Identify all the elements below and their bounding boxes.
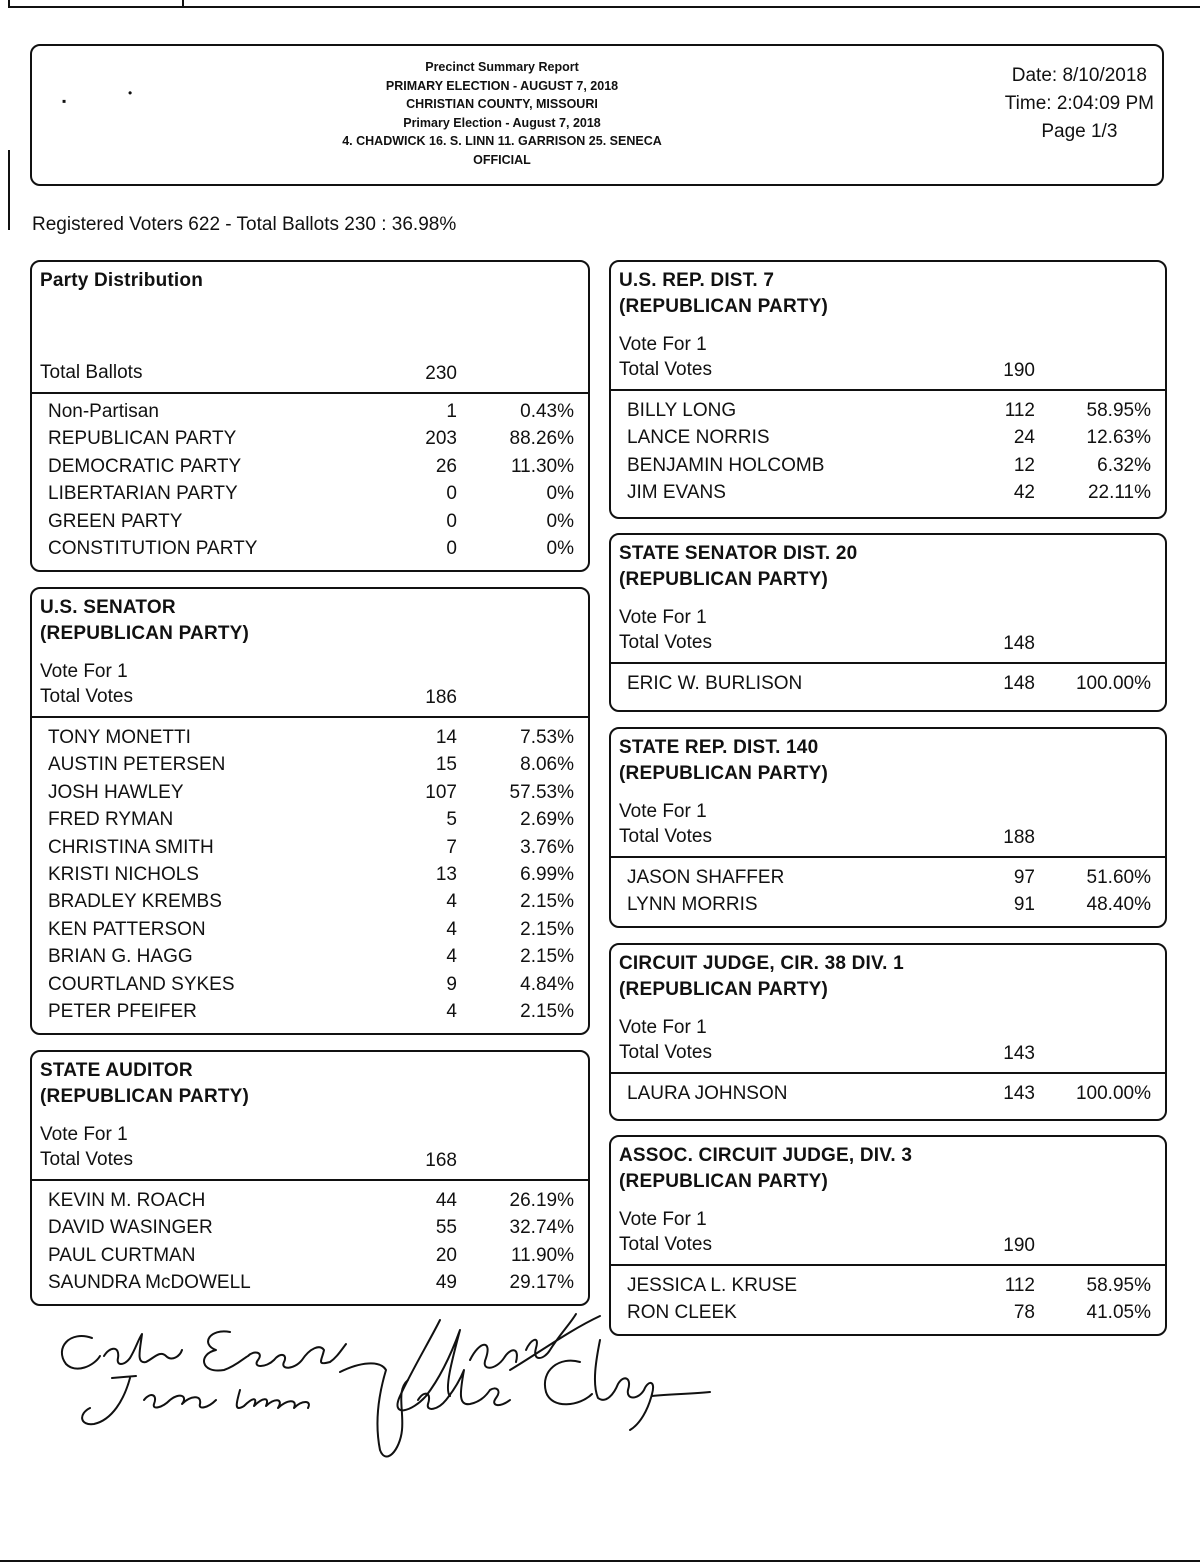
candidate-row-austin-petersen — [32, 754, 588, 781]
total-votes-value: 190 — [1003, 360, 1035, 381]
total-votes-label: Total Votes — [40, 686, 133, 707]
vote-count: 4 — [446, 891, 457, 913]
vote-for-label: Vote For 1 — [40, 1124, 128, 1145]
vote-count: 112 — [1004, 400, 1035, 421]
vote-percent: 4.84% — [520, 973, 574, 995]
candidate-name: BENJAMIN HOLCOMB — [627, 454, 825, 476]
candidate-row-benjamin-holcomb — [611, 455, 1165, 482]
total-votes-value: 148 — [1003, 633, 1035, 654]
vote-percent: 6.32% — [1097, 454, 1151, 476]
candidate-name: Non-Partisan — [48, 401, 159, 422]
candidate-row-eric-w-burlison — [611, 673, 1165, 700]
signature-stroke — [340, 1363, 408, 1456]
signature-stroke — [62, 1336, 100, 1369]
candidate-row-brian-g-hagg — [32, 946, 588, 973]
candidate-name: LAURA JOHNSON — [627, 1083, 788, 1104]
report-meta — [1005, 62, 1154, 146]
candidate-name: FRED RYMAN — [48, 809, 174, 831]
candidate-name: LIBERTARIAN PARTY — [48, 483, 238, 505]
total-votes-value: 190 — [1003, 1235, 1035, 1256]
report-title: Precinct Summary Report — [425, 60, 579, 74]
candidate-name: COURTLAND SYKES — [48, 973, 235, 995]
race-title: U.S. SENATOR — [40, 597, 176, 618]
divider — [611, 1264, 1165, 1266]
candidate-name: CONSTITUTION PARTY — [48, 538, 258, 559]
divider — [611, 389, 1165, 391]
total-ballots-value: 230 — [425, 363, 457, 384]
vote-percent: 3.76% — [520, 836, 574, 858]
total-votes-value: 143 — [1003, 1043, 1035, 1064]
vote-count: 44 — [435, 1190, 457, 1211]
vote-percent: 22.11% — [1087, 482, 1151, 504]
report-title-block — [292, 58, 712, 169]
vote-percent: 0% — [546, 538, 574, 559]
candidate-name: REPUBLICAN PARTY — [48, 428, 237, 450]
vote-count: 55 — [435, 1217, 457, 1239]
candidate-row-jim-evans — [611, 482, 1165, 509]
candidate-name: SAUNDRA McDOWELL — [48, 1272, 251, 1294]
vote-percent: 88.26% — [509, 428, 574, 450]
vote-percent: 11.30% — [510, 455, 574, 477]
candidate-name: TONY MONETTI — [48, 727, 191, 748]
divider — [611, 1072, 1165, 1074]
race-title: STATE SENATOR DIST. 20 — [619, 543, 858, 564]
race-party: (REPUBLICAN PARTY) — [619, 569, 829, 590]
vote-percent: 58.95% — [1086, 400, 1151, 421]
vote-percent: 0.43% — [520, 401, 574, 422]
total-votes-value: 186 — [425, 687, 457, 708]
race-party: (REPUBLICAN PARTY) — [40, 623, 250, 644]
divider — [32, 392, 588, 394]
signature-stroke — [104, 1334, 182, 1364]
signature-stroke — [526, 1314, 576, 1358]
candidate-row-jessica-l-kruse — [611, 1275, 1165, 1302]
candidate-row-green-party — [32, 511, 588, 538]
race-title: ASSOC. CIRCUIT JUDGE, DIV. 3 — [619, 1145, 913, 1166]
vote-percent: 51.60% — [1086, 867, 1151, 888]
candidate-name: BRADLEY KREMBS — [48, 891, 222, 913]
signature-stroke — [82, 1376, 136, 1424]
candidate-row-kevin-m-roach — [32, 1190, 588, 1217]
candidate-name: KEVIN M. ROACH — [48, 1190, 206, 1211]
signature-stroke — [545, 1361, 592, 1405]
race-panel-state-senator-dist-20 — [609, 533, 1167, 712]
vote-count: 5 — [446, 809, 457, 831]
candidate-row-republican-party — [32, 428, 588, 455]
vote-percent: 26.19% — [509, 1190, 574, 1211]
precinct-list: 4. CHADWICK 16. S. LINN 11. GARRISON 25. SENECA — [342, 134, 662, 148]
report-date: Date: 8/10/2018 — [1011, 65, 1147, 86]
election-name: PRIMARY ELECTION - AUGUST 7, 2018 — [385, 78, 619, 93]
candidate-name: DAVID WASINGER — [48, 1217, 213, 1239]
vote-count: 203 — [425, 428, 457, 450]
vote-percent: 0% — [546, 483, 574, 505]
page-number: Page 1/3 — [1041, 121, 1118, 142]
candidate-row-peter-pfeifer — [32, 1001, 588, 1028]
vote-percent: 7.53% — [520, 727, 574, 748]
vote-for-label: Vote For 1 — [619, 1209, 707, 1230]
candidate-row-courtland-sykes — [32, 974, 588, 1001]
candidate-row-lynn-morris — [611, 894, 1165, 921]
report-time: Time: 2:04:09 PM — [1004, 93, 1154, 114]
vote-count: 107 — [425, 781, 457, 803]
total-votes-label: Total Votes — [619, 359, 712, 380]
vote-count: 91 — [1013, 894, 1035, 916]
vote-percent: 58.95% — [1086, 1275, 1151, 1296]
vote-count: 20 — [435, 1244, 457, 1266]
candidate-name: KRISTI NICHOLS — [48, 864, 199, 885]
race-title: STATE AUDITOR — [40, 1060, 193, 1081]
vote-percent: 2.15% — [520, 946, 574, 968]
signature-stroke — [595, 1340, 710, 1430]
signature-stroke — [144, 1395, 216, 1407]
race-party: (REPUBLICAN PARTY) — [40, 1086, 250, 1107]
vote-count: 12 — [1013, 454, 1035, 476]
total-votes-label: Total Votes — [619, 1234, 712, 1255]
vote-count: 112 — [1004, 1275, 1035, 1296]
candidate-row-lance-norris — [611, 427, 1165, 454]
total-votes-value: 188 — [1003, 827, 1035, 848]
candidate-name: LYNN MORRIS — [627, 894, 758, 916]
vote-count: 148 — [1003, 673, 1035, 694]
vote-percent: 41.05% — [1086, 1302, 1151, 1324]
candidate-name: JASON SHAFFER — [627, 867, 785, 888]
vote-count: 13 — [435, 864, 457, 885]
total-votes-label: Total Votes — [619, 632, 712, 653]
candidate-name: CHRISTINA SMITH — [48, 836, 214, 858]
vote-percent: 100.00% — [1075, 673, 1151, 694]
vote-percent: 12.63% — [1086, 427, 1151, 449]
candidate-name: DEMOCRATIC PARTY — [48, 455, 242, 477]
total-votes-label: Total Votes — [619, 826, 712, 847]
signature-stroke — [237, 1390, 309, 1408]
race-party: (REPUBLICAN PARTY) — [619, 1171, 829, 1192]
vote-percent: 48.40% — [1086, 894, 1151, 916]
candidate-row-jason-shaffer — [611, 867, 1165, 894]
vote-count: 4 — [446, 918, 457, 940]
vote-for-label: Vote For 1 — [619, 607, 707, 628]
scan-speck: ▪ — [62, 94, 67, 108]
candidate-row-kristi-nichols — [32, 864, 588, 891]
vote-count: 7 — [446, 836, 457, 858]
candidate-name: LANCE NORRIS — [627, 427, 770, 449]
vote-percent: 11.90% — [510, 1244, 574, 1266]
candidate-row-david-wasinger — [32, 1217, 588, 1244]
candidate-row-josh-hawley — [32, 782, 588, 809]
race-title: CIRCUIT JUDGE, CIR. 38 DIV. 1 — [619, 953, 904, 974]
handwritten-signatures — [40, 1300, 720, 1470]
vote-count: 97 — [1013, 867, 1035, 888]
candidate-name: BRIAN G. HAGG — [48, 946, 193, 968]
vote-percent: 2.15% — [520, 891, 574, 913]
candidate-row-christina-smith — [32, 837, 588, 864]
vote-for-label: Vote For 1 — [619, 1017, 707, 1038]
vote-percent: 29.17% — [509, 1272, 574, 1294]
race-party: (REPUBLICAN PARTY) — [619, 296, 829, 317]
party-distribution-panel — [30, 260, 590, 572]
vote-percent: 2.15% — [520, 918, 574, 940]
vote-count: 49 — [435, 1272, 457, 1294]
vote-count: 42 — [1013, 482, 1035, 504]
candidate-row-democratic-party — [32, 456, 588, 483]
candidate-row-bradley-krembs — [32, 891, 588, 918]
candidate-row-libertarian-party — [32, 483, 588, 510]
divider — [32, 1179, 588, 1181]
race-title: U.S. REP. DIST. 7 — [619, 270, 775, 291]
vote-count: 26 — [435, 455, 457, 477]
panel-title: Party Distribution — [40, 270, 204, 291]
signature-stroke — [204, 1331, 346, 1370]
candidate-row-non-partisan — [32, 401, 588, 428]
vote-count: 0 — [446, 538, 457, 559]
vote-count: 1 — [446, 401, 457, 422]
candidate-name: KEN PATTERSON — [48, 918, 206, 940]
scan-border-bottom — [0, 1560, 1200, 1562]
scan-speck: • — [128, 86, 133, 100]
total-votes-label: Total Votes — [619, 1042, 712, 1063]
candidate-name: JOSH HAWLEY — [48, 781, 184, 803]
vote-for-label: Vote For 1 — [619, 801, 707, 822]
candidate-name: AUSTIN PETERSEN — [48, 754, 226, 776]
candidate-row-billy-long — [611, 400, 1165, 427]
scan-border-top — [0, 0, 1200, 8]
vote-count: 78 — [1013, 1302, 1035, 1324]
race-panel-us-senator — [30, 587, 590, 1035]
vote-count: 15 — [435, 754, 457, 776]
candidate-name: PAUL CURTMAN — [48, 1244, 196, 1266]
candidate-row-constitution-party — [32, 538, 588, 565]
vote-percent: 0% — [546, 510, 574, 532]
candidate-name: ERIC W. BURLISON — [627, 673, 803, 694]
total-votes-label: Total Votes — [40, 1149, 133, 1170]
divider — [32, 716, 588, 718]
divider — [611, 662, 1165, 664]
vote-count: 0 — [446, 483, 457, 505]
report-header — [30, 44, 1164, 186]
divider — [611, 856, 1165, 858]
candidate-name: RON CLEEK — [627, 1302, 737, 1324]
vote-percent: 2.15% — [520, 1001, 574, 1022]
vote-percent: 8.06% — [520, 754, 574, 776]
vote-count: 4 — [446, 946, 457, 968]
vote-count: 14 — [435, 727, 457, 748]
candidate-row-tony-monetti — [32, 727, 588, 754]
candidate-name: GREEN PARTY — [48, 510, 183, 532]
official-label: OFFICIAL — [473, 152, 531, 167]
candidate-name: BILLY LONG — [627, 400, 737, 421]
vote-for-label: Vote For 1 — [619, 334, 707, 355]
county-name: CHRISTIAN COUNTY, MISSOURI — [406, 97, 598, 111]
race-panel-us-rep-dist-7 — [609, 260, 1167, 519]
vote-percent: 100.00% — [1075, 1083, 1151, 1104]
vote-count: 143 — [1003, 1083, 1035, 1104]
candidate-row-paul-curtman — [32, 1245, 588, 1272]
candidate-row-saundra-mcdowell — [32, 1272, 588, 1299]
candidate-row-ken-patterson — [32, 919, 588, 946]
race-title: STATE REP. DIST. 140 — [619, 737, 819, 758]
race-party: (REPUBLICAN PARTY) — [619, 979, 829, 1000]
race-panel-state-rep-dist-140 — [609, 727, 1167, 928]
race-panel-state-auditor — [30, 1050, 590, 1306]
candidate-name: JIM EVANS — [627, 482, 726, 504]
total-ballots-label: Total Ballots — [40, 362, 143, 383]
race-panel-circuit-judge — [609, 943, 1167, 1121]
vote-count: 24 — [1013, 427, 1035, 449]
total-votes-value: 168 — [425, 1150, 457, 1171]
race-party: (REPUBLICAN PARTY) — [619, 763, 829, 784]
candidate-name: PETER PFEIFER — [48, 1001, 197, 1022]
signature-stroke — [470, 1345, 517, 1368]
vote-count: 0 — [446, 510, 457, 532]
vote-percent: 32.74% — [509, 1217, 574, 1239]
vote-percent: 6.99% — [520, 864, 574, 885]
scan-border-left — [8, 150, 10, 230]
candidate-row-fred-ryman — [32, 809, 588, 836]
vote-percent: 2.69% — [520, 809, 574, 831]
candidate-name: JESSICA L. KRUSE — [627, 1275, 798, 1296]
vote-for-label: Vote For 1 — [40, 661, 128, 682]
candidate-row-laura-johnson — [611, 1083, 1165, 1110]
vote-count: 4 — [446, 1001, 457, 1022]
vote-count: 9 — [446, 973, 457, 995]
vote-percent: 57.53% — [509, 781, 574, 803]
turnout-summary: Registered Voters 622 - Total Ballots 230 : 36.98% — [32, 214, 457, 235]
election-subtitle: Primary Election - August 7, 2018 — [403, 115, 601, 130]
